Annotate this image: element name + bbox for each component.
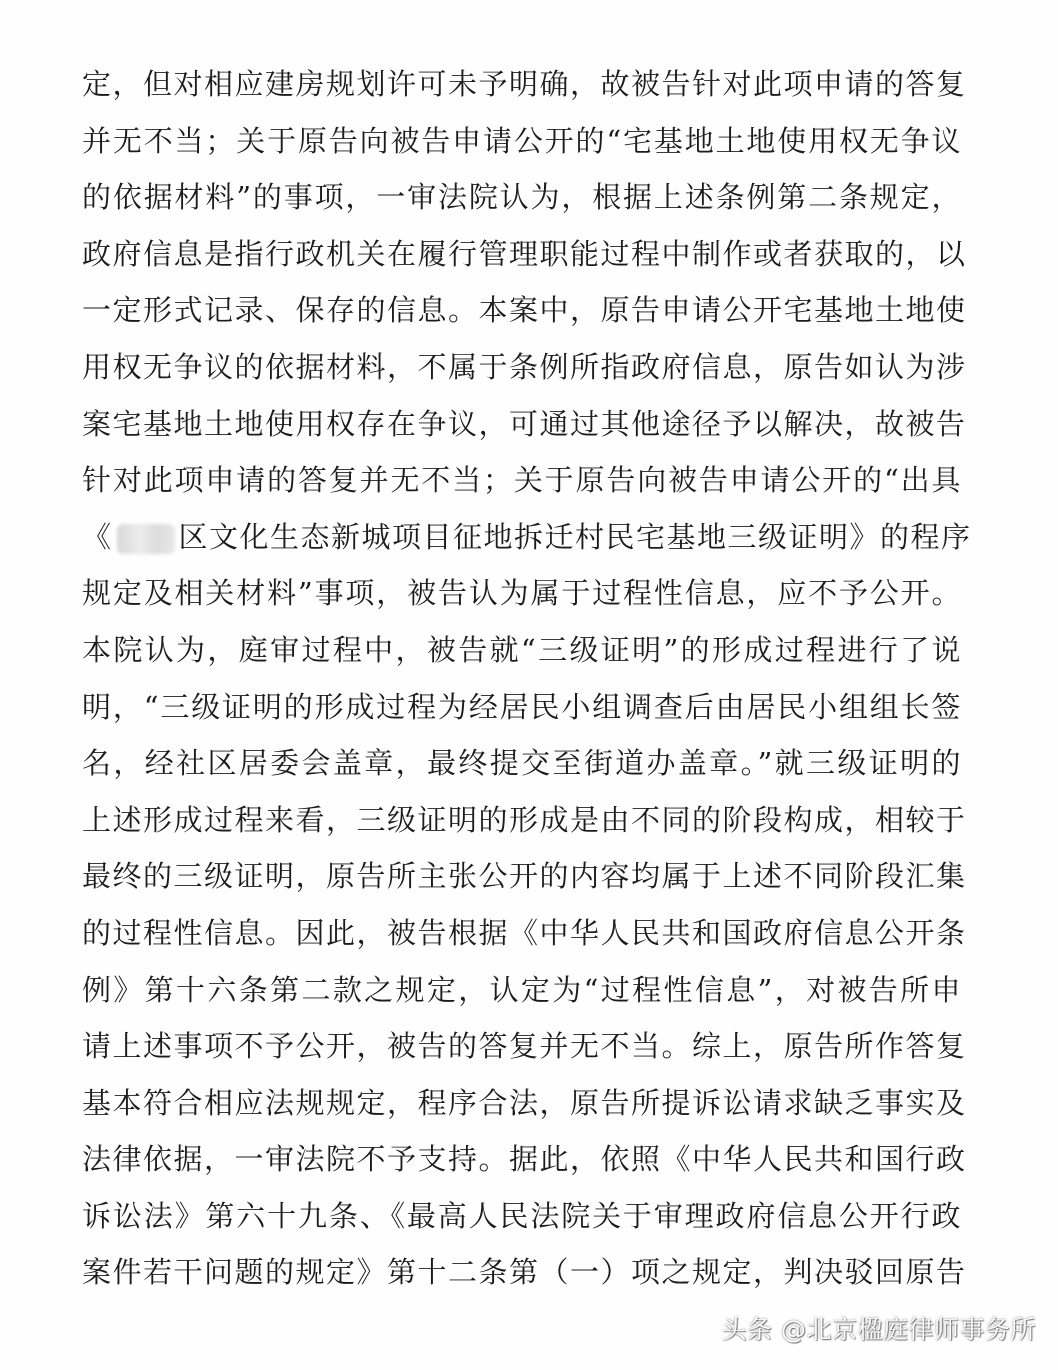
text-line-redacted [82,509,972,566]
text-line: 案件若干问题的规定》第十二条第（一）项之规定，判决驳回原告 [82,1255,967,1290]
text-line: 政府信息是指行政机关在履行管理职能过程中制作或者获取的，以 [82,236,967,271]
text-line: 最终的三级证明，原告所主张公开的内容均属于上述不同阶段汇集 [82,859,967,894]
document-body [82,56,972,1301]
text-line: 请上述事项不予公开，被告的答复并无不当。综上，原告所作答复 [82,1029,967,1064]
text-line: 明，“三级证明的形成过程为经居民小组调查后由居民小组组长签 [82,689,962,724]
text-line: 并无不当；关于原告向被告申请公开的“宅基地土地使用权无争议 [82,123,962,158]
watermark-label: 头条 @北京楹庭律师事务所 [721,1315,1036,1344]
text-line: 定，但对相应建房规划许可未予明确，故被告针对此项申请的答复 [82,67,967,101]
text-line: 诉讼法》第六十九条、《最高人民法院关于审理政府信息公开行政 [82,1198,962,1233]
text-line: 一定形式记录、保存的信息。本案中，原告申请公开宅基地土地使 [82,293,967,328]
text-line: 上述形成过程来看，三级证明的形成是由不同的阶段构成，相较于 [82,802,967,837]
text-line: 用权无争议的依据材料，不属于条例所指政府信息，原告如认为涉 [82,349,967,384]
text-line: 案宅基地土地使用权存在争议，可通过其他途径予以解决，故被告 [82,406,967,441]
redacted-line-prefix: 《 [82,519,113,554]
text-line: 本院认为，庭审过程中，被告就“三级证明”的形成过程进行了说 [82,632,962,667]
text-line: 名，经社区居委会盖章，最终提交至街道办盖章。”就三级证明的 [82,746,962,781]
redacted-line-suffix: 区文化生态新城项目征地拆迁村民宅基地三级证明》的程序 [178,519,972,554]
text-line: 的依据材料”的事项，一审法院认为，根据上述条例第二条规定， [82,180,962,215]
text-line: 基本符合相应法规规定，程序合法，原告所提诉讼请求缺乏事实及 [82,1085,967,1120]
text-line: 规定及相关材料”事项，被告认为属于过程性信息，应不予公开。 [82,576,962,611]
redaction-blur [117,524,175,554]
text-line: 例》第十六条第二款之规定，认定为“过程性信息”，对被告所申 [82,972,962,1007]
text-line: 法律依据，一审法院不予支持。据此，依照《中华人民共和国行政 [82,1142,967,1177]
text-line: 针对此项申请的答复并无不当；关于原告向被告申请公开的“出具 [82,463,962,498]
text-line: 的过程性信息。因此，被告根据《中华人民共和国政府信息公开条 [82,915,967,950]
